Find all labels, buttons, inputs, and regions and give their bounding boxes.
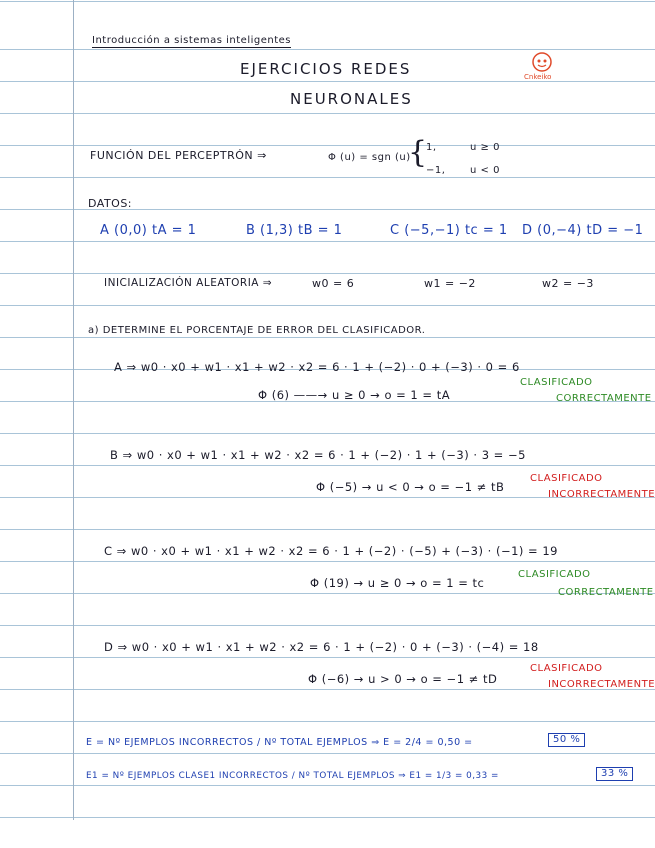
- init-w1: w1 = −2: [424, 277, 476, 290]
- case-a-status1: CLASIFICADO: [520, 377, 593, 388]
- perceptron-label: FUNCIÓN DEL PERCEPTRÓN ⇒: [90, 149, 267, 162]
- case1-value: 1,: [426, 142, 437, 153]
- init-w0: w0 = 6: [312, 277, 355, 290]
- logo: [522, 50, 562, 86]
- margin-line: [73, 0, 74, 820]
- case-c-status1: CLASIFICADO: [518, 569, 591, 580]
- course-title: Introducción a sistemas inteligentes: [92, 35, 292, 46]
- point-d: D (0,−4) tD = −1: [522, 223, 644, 238]
- case-b-result: Φ (−5) → u < 0 → o = −1 ≠ tB: [316, 480, 505, 494]
- page-title-line1: EJERCICIOS REDES: [240, 60, 412, 78]
- case1-cond: u ≥ 0: [470, 142, 500, 153]
- point-c: C (−5,−1) tc = 1: [390, 223, 508, 238]
- logo-text: Cnkeiko: [524, 73, 552, 81]
- point-a: A (0,0) tA = 1: [100, 223, 197, 238]
- case-d-equation: D ⇒ w0 · x0 + w1 · x1 + w2 · x2 = 6 · 1 + (−2) · 0 + (−3) · (−4) = 18: [104, 640, 539, 654]
- error-box1: 50 %: [548, 733, 585, 747]
- page-bottom: [0, 820, 655, 848]
- init-w2: w2 = −3: [542, 277, 594, 290]
- case-c-equation: C ⇒ w0 · x0 + w1 · x1 + w2 · x2 = 6 · 1 + (−2) · (−5) + (−3) · (−1) = 19: [104, 544, 558, 558]
- case-c-status2: CORRECTAMENTE: [558, 587, 654, 598]
- case-b-equation: B ⇒ w0 · x0 + w1 · x1 + w2 · x2 = 6 · 1 + (−2) · 1 + (−3) · 3 = −5: [110, 448, 526, 462]
- case-a-status2: CORRECTAMENTE: [556, 393, 652, 404]
- brace-symbol: {: [408, 135, 428, 170]
- case-b-status1: CLASIFICADO: [530, 473, 603, 484]
- case-d-status2: INCORRECTAMENTE: [548, 679, 655, 690]
- init-label: INICIALIZACIÓN ALEATORIA ⇒: [104, 277, 273, 289]
- perceptron-formula: Φ (u) = sgn (u): [328, 152, 411, 163]
- case-a-equation: A ⇒ w0 · x0 + w1 · x1 + w2 · x2 = 6 · 1 + (−2) · 0 + (−3) · 0 = 6: [114, 360, 520, 374]
- datos-label: DATOS:: [88, 197, 133, 210]
- case-a-result: Φ (6) ——→ u ≥ 0 → o = 1 = tA: [258, 388, 451, 402]
- case-d-result: Φ (−6) → u > 0 → o = −1 ≠ tD: [308, 672, 498, 686]
- case-b-status2: INCORRECTAMENTE: [548, 489, 655, 500]
- case-c-result: Φ (19) → u ≥ 0 → o = 1 = tc: [310, 576, 485, 590]
- error-line2: E1 = Nº EJEMPLOS CLASE1 INCORRECTOS / Nº TOTAL EJEMPLOS ⇒ E1 = 1/3 = 0,33 =: [86, 771, 499, 781]
- error-line1: E = Nº EJEMPLOS INCORRECTOS / Nº TOTAL EJEMPLOS ⇒ E = 2/4 = 0,50 =: [86, 737, 473, 748]
- case2-value: −1,: [426, 165, 446, 176]
- case-d-status1: CLASIFICADO: [530, 663, 603, 674]
- question-text: a) DETERMINE EL PORCENTAJE DE ERROR DEL CLASIFICADOR.: [88, 325, 426, 336]
- case2-cond: u < 0: [470, 165, 500, 176]
- page-title-line2: NEURONALES: [290, 90, 413, 108]
- error-box2: 33 %: [596, 767, 633, 781]
- point-b: B (1,3) tB = 1: [246, 223, 343, 238]
